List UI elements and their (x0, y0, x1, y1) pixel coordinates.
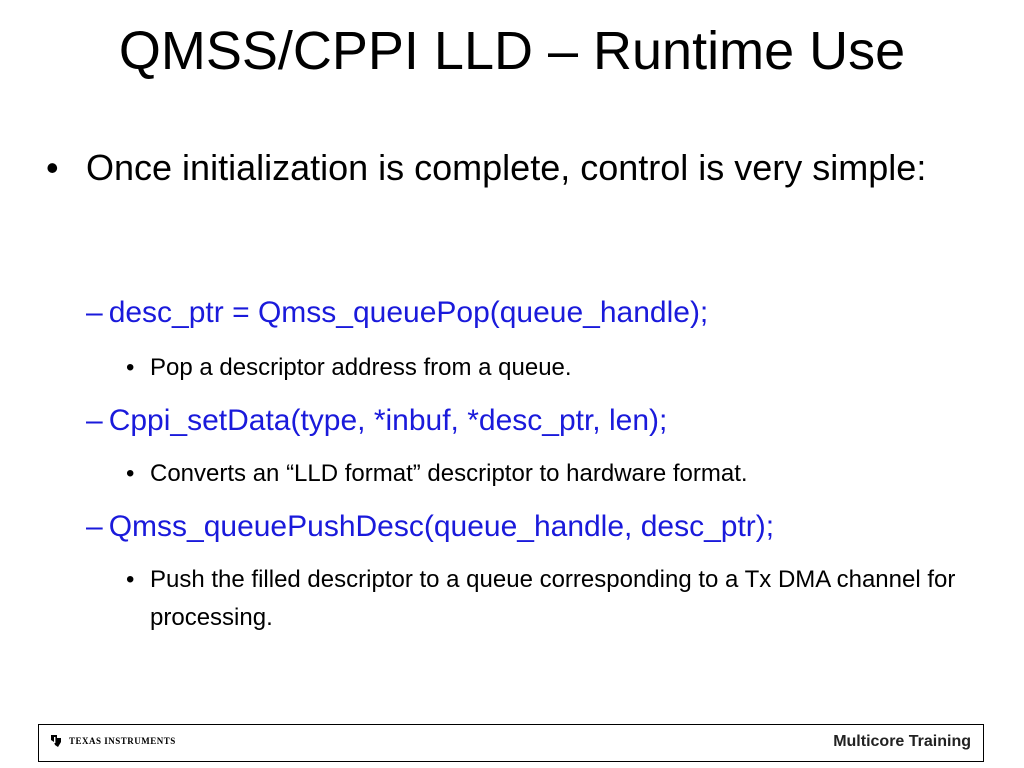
code-item-push-desc (86, 508, 774, 546)
note-item-push-desc (126, 561, 976, 637)
code-item-queue-pop (86, 294, 708, 332)
sub-bullet-dot: • (126, 354, 135, 381)
note-item-set-data (126, 455, 976, 493)
sub-bullet-dot: • (126, 460, 135, 487)
code-item-set-data (86, 402, 667, 440)
sub-bullet-dot: • (126, 566, 135, 593)
note-item-queue-pop (126, 349, 976, 387)
note-text: Converts an “LLD format” descriptor to hardware format. (150, 460, 748, 487)
footer-course-label: Multicore Training (833, 733, 971, 750)
dash-bullet: – (86, 404, 103, 437)
dash-bullet: – (86, 510, 103, 543)
main-bullet (46, 142, 966, 194)
note-text: Pop a descriptor address from a queue. (150, 354, 572, 381)
bullet-dot: • (46, 147, 59, 188)
texas-instruments-logo-text: TEXAS INSTRUMENTS (69, 736, 176, 746)
code-text: desc_ptr = Qmss_queuePop(queue_handle); (108, 296, 709, 329)
slide-title: QMSS/CPPI LLD – Runtime Use (118, 21, 906, 81)
dash-bullet: – (86, 296, 103, 329)
code-text: Cppi_setData(type, *inbuf, *desc_ptr, len); (108, 404, 668, 437)
texas-instruments-logo (49, 734, 176, 748)
main-bullet-text: Once initialization is complete, control is very simple: (86, 147, 927, 188)
code-text: Qmss_queuePushDesc(queue_handle, desc_ptr); (108, 510, 775, 543)
note-text: Push the filled descriptor to a queue corresponding to a Tx DMA channel for processing. (150, 566, 956, 631)
footer-bar (38, 724, 984, 762)
texas-instruments-logo-icon (49, 734, 63, 748)
